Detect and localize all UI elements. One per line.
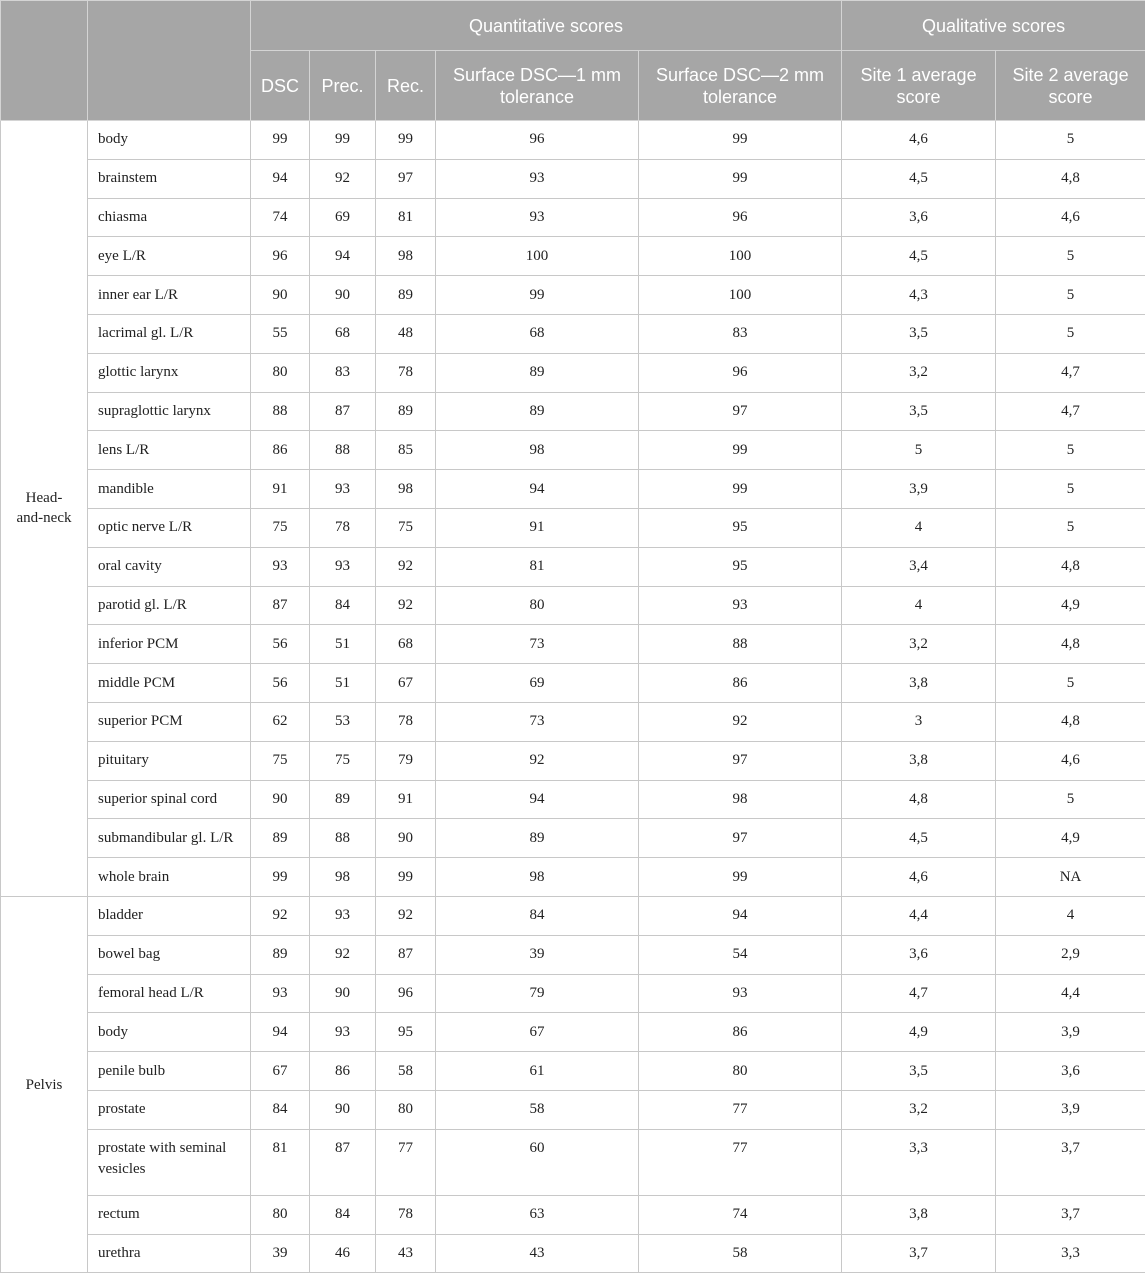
table-row (1, 470, 1145, 509)
table-row (1, 547, 1145, 586)
cell-surface-dsc-1mm: 79 (436, 974, 639, 1013)
cell-site1-score: 4,5 (842, 819, 996, 858)
table-row (1, 1195, 1145, 1234)
header-site2-score: Site 2 average score (996, 51, 1145, 121)
cell-site1-score: 4 (842, 586, 996, 625)
cell-dsc: 75 (251, 741, 310, 780)
cell-surface-dsc-2mm: 97 (639, 819, 842, 858)
cell-surface-dsc-1mm: 89 (436, 819, 639, 858)
header-group-quantitative: Quantitative scores (251, 1, 842, 51)
cell-surface-dsc-2mm: 96 (639, 353, 842, 392)
cell-precision: 94 (310, 237, 376, 276)
table-row (1, 159, 1145, 198)
cell-recall: 97 (376, 159, 436, 198)
table-header (1, 1, 1145, 121)
cell-site1-score: 3,7 (842, 1234, 996, 1273)
cell-precision: 51 (310, 625, 376, 664)
structure-name: penile bulb (88, 1052, 251, 1091)
cell-surface-dsc-2mm: 93 (639, 586, 842, 625)
cell-surface-dsc-1mm: 94 (436, 780, 639, 819)
cell-dsc: 87 (251, 586, 310, 625)
header-surface-dsc-1mm: Surface DSC—1 mm tolerance (436, 51, 639, 121)
cell-recall: 92 (376, 896, 436, 935)
cell-surface-dsc-1mm: 89 (436, 353, 639, 392)
structure-name: chiasma (88, 198, 251, 237)
header-surface-dsc-2mm: Surface DSC—2 mm tolerance (639, 51, 842, 121)
structure-name: rectum (88, 1195, 251, 1234)
cell-surface-dsc-1mm: 43 (436, 1234, 639, 1273)
table-row (1, 664, 1145, 703)
cell-surface-dsc-2mm: 77 (639, 1090, 842, 1129)
structure-name: body (88, 121, 251, 160)
cell-surface-dsc-2mm: 94 (639, 896, 842, 935)
cell-surface-dsc-2mm: 86 (639, 664, 842, 703)
cell-site1-score: 3,5 (842, 392, 996, 431)
cell-dsc: 56 (251, 664, 310, 703)
table-row (1, 858, 1145, 897)
structure-name: brainstem (88, 159, 251, 198)
cell-surface-dsc-2mm: 99 (639, 470, 842, 509)
table-row (1, 702, 1145, 741)
structure-name: superior spinal cord (88, 780, 251, 819)
table-row (1, 780, 1145, 819)
cell-site1-score: 3 (842, 702, 996, 741)
cell-site2-score: 5 (996, 470, 1145, 509)
structure-name: mandible (88, 470, 251, 509)
cell-recall: 43 (376, 1234, 436, 1273)
structure-name: lens L/R (88, 431, 251, 470)
cell-site2-score: 5 (996, 431, 1145, 470)
cell-precision: 53 (310, 702, 376, 741)
cell-surface-dsc-1mm: 39 (436, 935, 639, 974)
table-row (1, 198, 1145, 237)
cell-dsc: 99 (251, 858, 310, 897)
cell-site1-score: 3,4 (842, 547, 996, 586)
cell-precision: 87 (310, 1129, 376, 1195)
header-recall: Rec. (376, 51, 436, 121)
structure-name: glottic larynx (88, 353, 251, 392)
table-row (1, 741, 1145, 780)
cell-precision: 92 (310, 935, 376, 974)
cell-surface-dsc-1mm: 96 (436, 121, 639, 160)
structure-name: femoral head L/R (88, 974, 251, 1013)
cell-site2-score: 4,6 (996, 198, 1145, 237)
cell-surface-dsc-2mm: 96 (639, 198, 842, 237)
cell-dsc: 56 (251, 625, 310, 664)
cell-surface-dsc-2mm: 80 (639, 1052, 842, 1091)
cell-site2-score: 4,6 (996, 741, 1145, 780)
structure-name: submandibular gl. L/R (88, 819, 251, 858)
table-row (1, 276, 1145, 315)
structure-name: whole brain (88, 858, 251, 897)
cell-surface-dsc-1mm: 98 (436, 431, 639, 470)
cell-site2-score: 4,9 (996, 819, 1145, 858)
structure-name: inferior PCM (88, 625, 251, 664)
cell-surface-dsc-1mm: 99 (436, 276, 639, 315)
cell-surface-dsc-1mm: 73 (436, 702, 639, 741)
cell-site2-score: 5 (996, 237, 1145, 276)
cell-surface-dsc-2mm: 95 (639, 508, 842, 547)
cell-site2-score: 4,4 (996, 974, 1145, 1013)
cell-dsc: 62 (251, 702, 310, 741)
cell-site2-score: 3,3 (996, 1234, 1145, 1273)
structure-name: supraglottic larynx (88, 392, 251, 431)
cell-dsc: 88 (251, 392, 310, 431)
cell-surface-dsc-2mm: 99 (639, 431, 842, 470)
cell-surface-dsc-2mm: 95 (639, 547, 842, 586)
table-row (1, 121, 1145, 160)
cell-surface-dsc-1mm: 73 (436, 625, 639, 664)
cell-site1-score: 4,4 (842, 896, 996, 935)
cell-recall: 92 (376, 547, 436, 586)
table-body (1, 121, 1145, 1273)
cell-precision: 46 (310, 1234, 376, 1273)
cell-precision: 92 (310, 159, 376, 198)
cell-surface-dsc-1mm: 81 (436, 547, 639, 586)
cell-site2-score: 5 (996, 508, 1145, 547)
cell-site2-score: 3,9 (996, 1013, 1145, 1052)
cell-surface-dsc-1mm: 60 (436, 1129, 639, 1195)
cell-dsc: 80 (251, 1195, 310, 1234)
table-row (1, 1090, 1145, 1129)
cell-precision: 90 (310, 276, 376, 315)
table-row (1, 1052, 1145, 1091)
cell-site1-score: 4,5 (842, 237, 996, 276)
cell-surface-dsc-1mm: 93 (436, 159, 639, 198)
cell-precision: 86 (310, 1052, 376, 1091)
header-group-qualitative: Qualitative scores (842, 1, 1145, 51)
cell-recall: 98 (376, 237, 436, 276)
cell-site1-score: 3,3 (842, 1129, 996, 1195)
structure-name: oral cavity (88, 547, 251, 586)
cell-surface-dsc-1mm: 61 (436, 1052, 639, 1091)
cell-recall: 78 (376, 702, 436, 741)
cell-surface-dsc-2mm: 100 (639, 276, 842, 315)
cell-dsc: 90 (251, 276, 310, 315)
cell-dsc: 91 (251, 470, 310, 509)
cell-precision: 98 (310, 858, 376, 897)
cell-recall: 95 (376, 1013, 436, 1052)
cell-precision: 90 (310, 1090, 376, 1129)
cell-surface-dsc-2mm: 83 (639, 314, 842, 353)
cell-site1-score: 4,5 (842, 159, 996, 198)
cell-surface-dsc-1mm: 80 (436, 586, 639, 625)
cell-recall: 89 (376, 276, 436, 315)
table-row (1, 392, 1145, 431)
cell-site1-score: 4,3 (842, 276, 996, 315)
cell-surface-dsc-1mm: 69 (436, 664, 639, 703)
table-row (1, 625, 1145, 664)
cell-dsc: 89 (251, 935, 310, 974)
cell-site1-score: 3,2 (842, 1090, 996, 1129)
cell-surface-dsc-1mm: 91 (436, 508, 639, 547)
cell-site1-score: 4,8 (842, 780, 996, 819)
cell-surface-dsc-2mm: 97 (639, 392, 842, 431)
header-site1-score: Site 1 average score (842, 51, 996, 121)
cell-site1-score: 4,6 (842, 121, 996, 160)
cell-recall: 87 (376, 935, 436, 974)
cell-dsc: 99 (251, 121, 310, 160)
cell-recall: 85 (376, 431, 436, 470)
cell-surface-dsc-2mm: 54 (639, 935, 842, 974)
cell-precision: 83 (310, 353, 376, 392)
structure-name: middle PCM (88, 664, 251, 703)
table-row (1, 1013, 1145, 1052)
cell-precision: 69 (310, 198, 376, 237)
structure-name: superior PCM (88, 702, 251, 741)
cell-site1-score: 4,7 (842, 974, 996, 1013)
cell-dsc: 67 (251, 1052, 310, 1091)
cell-recall: 48 (376, 314, 436, 353)
cell-recall: 90 (376, 819, 436, 858)
cell-site2-score: 4,9 (996, 586, 1145, 625)
cell-surface-dsc-1mm: 93 (436, 198, 639, 237)
table-row (1, 237, 1145, 276)
table-row (1, 974, 1145, 1013)
cell-dsc: 93 (251, 974, 310, 1013)
structure-name: prostate with seminal vesicles (88, 1129, 251, 1195)
cell-surface-dsc-1mm: 68 (436, 314, 639, 353)
cell-precision: 75 (310, 741, 376, 780)
cell-surface-dsc-1mm: 89 (436, 392, 639, 431)
cell-dsc: 81 (251, 1129, 310, 1195)
table-row (1, 353, 1145, 392)
cell-site1-score: 4,6 (842, 858, 996, 897)
cell-surface-dsc-1mm: 100 (436, 237, 639, 276)
cell-site2-score: 5 (996, 664, 1145, 703)
cell-dsc: 80 (251, 353, 310, 392)
cell-recall: 89 (376, 392, 436, 431)
cell-recall: 91 (376, 780, 436, 819)
cell-site2-score: 2,9 (996, 935, 1145, 974)
table-row (1, 431, 1145, 470)
structure-name: urethra (88, 1234, 251, 1273)
cell-precision: 87 (310, 392, 376, 431)
cell-dsc: 90 (251, 780, 310, 819)
table-row (1, 1129, 1145, 1195)
structure-name: eye L/R (88, 237, 251, 276)
cell-surface-dsc-2mm: 92 (639, 702, 842, 741)
region-label: Head- and-neck (1, 121, 88, 897)
table-row (1, 935, 1145, 974)
cell-site2-score: 4,8 (996, 702, 1145, 741)
cell-precision: 68 (310, 314, 376, 353)
cell-surface-dsc-1mm: 98 (436, 858, 639, 897)
cell-site1-score: 4,9 (842, 1013, 996, 1052)
cell-precision: 84 (310, 586, 376, 625)
structure-name: body (88, 1013, 251, 1052)
cell-site2-score: 4,8 (996, 625, 1145, 664)
cell-recall: 67 (376, 664, 436, 703)
cell-dsc: 94 (251, 159, 310, 198)
cell-surface-dsc-1mm: 84 (436, 896, 639, 935)
cell-precision: 88 (310, 431, 376, 470)
cell-surface-dsc-1mm: 58 (436, 1090, 639, 1129)
structure-name: inner ear L/R (88, 276, 251, 315)
cell-recall: 99 (376, 858, 436, 897)
cell-precision: 88 (310, 819, 376, 858)
cell-site1-score: 5 (842, 431, 996, 470)
cell-site1-score: 3,2 (842, 625, 996, 664)
cell-recall: 99 (376, 121, 436, 160)
cell-site1-score: 3,5 (842, 314, 996, 353)
cell-site2-score: 3,9 (996, 1090, 1145, 1129)
header-empty-structure (88, 1, 251, 121)
structure-name: prostate (88, 1090, 251, 1129)
table-row (1, 819, 1145, 858)
cell-dsc: 92 (251, 896, 310, 935)
cell-surface-dsc-1mm: 92 (436, 741, 639, 780)
cell-site2-score: NA (996, 858, 1145, 897)
cell-surface-dsc-2mm: 98 (639, 780, 842, 819)
cell-site2-score: 5 (996, 780, 1145, 819)
structure-name: bowel bag (88, 935, 251, 974)
cell-site1-score: 4 (842, 508, 996, 547)
cell-site1-score: 3,6 (842, 935, 996, 974)
table-row (1, 314, 1145, 353)
cell-dsc: 84 (251, 1090, 310, 1129)
cell-precision: 93 (310, 1013, 376, 1052)
cell-precision: 99 (310, 121, 376, 160)
cell-dsc: 96 (251, 237, 310, 276)
cell-recall: 77 (376, 1129, 436, 1195)
cell-dsc: 94 (251, 1013, 310, 1052)
table-row (1, 586, 1145, 625)
cell-precision: 89 (310, 780, 376, 819)
cell-surface-dsc-2mm: 74 (639, 1195, 842, 1234)
cell-site2-score: 4,8 (996, 159, 1145, 198)
table-row (1, 508, 1145, 547)
cell-site1-score: 3,8 (842, 664, 996, 703)
cell-site2-score: 3,7 (996, 1195, 1145, 1234)
cell-surface-dsc-2mm: 99 (639, 858, 842, 897)
region-label: Pelvis (1, 896, 88, 1272)
cell-site2-score: 3,6 (996, 1052, 1145, 1091)
cell-surface-dsc-2mm: 97 (639, 741, 842, 780)
cell-site1-score: 3,8 (842, 741, 996, 780)
cell-recall: 75 (376, 508, 436, 547)
cell-surface-dsc-1mm: 63 (436, 1195, 639, 1234)
structure-name: parotid gl. L/R (88, 586, 251, 625)
cell-recall: 58 (376, 1052, 436, 1091)
cell-site2-score: 4,7 (996, 353, 1145, 392)
cell-precision: 78 (310, 508, 376, 547)
cell-surface-dsc-2mm: 100 (639, 237, 842, 276)
cell-recall: 98 (376, 470, 436, 509)
cell-recall: 96 (376, 974, 436, 1013)
cell-recall: 81 (376, 198, 436, 237)
cell-site2-score: 4,8 (996, 547, 1145, 586)
cell-precision: 93 (310, 470, 376, 509)
header-dsc: DSC (251, 51, 310, 121)
cell-precision: 84 (310, 1195, 376, 1234)
structure-name: optic nerve L/R (88, 508, 251, 547)
cell-dsc: 93 (251, 547, 310, 586)
cell-surface-dsc-2mm: 58 (639, 1234, 842, 1273)
cell-recall: 79 (376, 741, 436, 780)
cell-recall: 92 (376, 586, 436, 625)
cell-site2-score: 5 (996, 276, 1145, 315)
cell-recall: 78 (376, 1195, 436, 1234)
cell-site1-score: 3,6 (842, 198, 996, 237)
cell-site2-score: 3,7 (996, 1129, 1145, 1195)
structure-name: pituitary (88, 741, 251, 780)
cell-surface-dsc-2mm: 99 (639, 159, 842, 198)
cell-precision: 51 (310, 664, 376, 703)
header-empty-region (1, 1, 88, 121)
table-row (1, 896, 1145, 935)
cell-precision: 93 (310, 547, 376, 586)
cell-site1-score: 3,8 (842, 1195, 996, 1234)
structure-name: bladder (88, 896, 251, 935)
cell-surface-dsc-2mm: 88 (639, 625, 842, 664)
cell-precision: 90 (310, 974, 376, 1013)
cell-dsc: 86 (251, 431, 310, 470)
header-precision: Prec. (310, 51, 376, 121)
cell-surface-dsc-1mm: 67 (436, 1013, 639, 1052)
cell-surface-dsc-2mm: 93 (639, 974, 842, 1013)
cell-site2-score: 4,7 (996, 392, 1145, 431)
cell-site1-score: 3,2 (842, 353, 996, 392)
cell-site1-score: 3,9 (842, 470, 996, 509)
cell-recall: 78 (376, 353, 436, 392)
cell-site2-score: 5 (996, 314, 1145, 353)
cell-recall: 68 (376, 625, 436, 664)
cell-recall: 80 (376, 1090, 436, 1129)
cell-dsc: 89 (251, 819, 310, 858)
cell-dsc: 75 (251, 508, 310, 547)
cell-dsc: 74 (251, 198, 310, 237)
cell-surface-dsc-1mm: 94 (436, 470, 639, 509)
structure-name: lacrimal gl. L/R (88, 314, 251, 353)
cell-surface-dsc-2mm: 99 (639, 121, 842, 160)
cell-site1-score: 3,5 (842, 1052, 996, 1091)
cell-dsc: 55 (251, 314, 310, 353)
table-row (1, 1234, 1145, 1273)
cell-site2-score: 5 (996, 121, 1145, 160)
cell-site2-score: 4 (996, 896, 1145, 935)
cell-precision: 93 (310, 896, 376, 935)
cell-surface-dsc-2mm: 77 (639, 1129, 842, 1195)
cell-surface-dsc-2mm: 86 (639, 1013, 842, 1052)
cell-dsc: 39 (251, 1234, 310, 1273)
